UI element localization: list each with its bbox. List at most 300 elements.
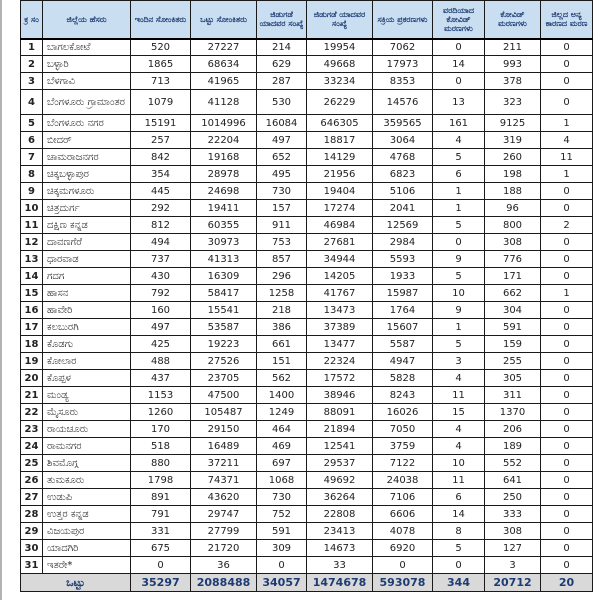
row-today-deaths: 14 [433, 506, 485, 523]
row-today-deaths: 4 [433, 438, 485, 455]
row-today-deaths: 0 [433, 234, 485, 251]
row-today-positive: 354 [131, 166, 191, 183]
row-active-cases: 15987 [373, 285, 433, 302]
row-today-discharged: 629 [257, 56, 307, 73]
row-other-cause-deaths: 0 [541, 506, 593, 523]
row-serial-number: 20 [21, 370, 43, 387]
total-total-positive: 2088488 [191, 574, 257, 592]
table-body [21, 39, 593, 574]
row-total-deaths: 260 [485, 149, 541, 166]
table-row [21, 166, 593, 183]
row-total-deaths: 333 [485, 506, 541, 523]
row-other-cause-deaths: 0 [541, 523, 593, 540]
row-serial-number: 21 [21, 387, 43, 404]
row-serial-number: 9 [21, 183, 43, 200]
row-total-deaths: 311 [485, 387, 541, 404]
table-row [21, 115, 593, 132]
row-serial-number: 7 [21, 149, 43, 166]
row-today-deaths: 3 [433, 353, 485, 370]
row-today-positive: 488 [131, 353, 191, 370]
row-other-cause-deaths: 11 [541, 149, 593, 166]
row-today-deaths: 4 [433, 421, 485, 438]
row-district-name: ಬೀದರ್ [43, 132, 131, 149]
row-today-positive: 880 [131, 455, 191, 472]
total-row [21, 574, 593, 592]
row-total-deaths: 591 [485, 319, 541, 336]
row-today-positive: 170 [131, 421, 191, 438]
total-today-positive: 35297 [131, 574, 191, 592]
row-serial-number: 12 [21, 234, 43, 251]
row-today-discharged: 697 [257, 455, 307, 472]
table-row [21, 73, 593, 90]
header-district-name: ಜಿಲ್ಲೆಯ ಹೆಸರು [43, 1, 131, 39]
row-total-positive: 36 [191, 557, 257, 574]
row-serial-number: 28 [21, 506, 43, 523]
row-district-name: ರಾಯಚೂರು [43, 421, 131, 438]
row-serial-number: 22 [21, 404, 43, 421]
row-other-cause-deaths: 0 [541, 268, 593, 285]
row-serial-number: 11 [21, 217, 43, 234]
row-active-cases: 7106 [373, 489, 433, 506]
row-today-discharged: 214 [257, 39, 307, 56]
row-district-name: ಚಿತ್ರದುರ್ಗ [43, 200, 131, 217]
row-total-discharged: 17572 [307, 370, 373, 387]
row-active-cases: 6606 [373, 506, 433, 523]
row-active-cases: 8353 [373, 73, 433, 90]
row-district-name: ತುಮಕೂರು [43, 472, 131, 489]
row-today-deaths: 0 [433, 73, 485, 90]
row-today-positive: 497 [131, 319, 191, 336]
row-other-cause-deaths: 0 [541, 302, 593, 319]
row-today-discharged: 287 [257, 73, 307, 90]
table-row [21, 387, 593, 404]
row-total-discharged: 33 [307, 557, 373, 574]
row-today-deaths: 15 [433, 404, 485, 421]
table-row [21, 217, 593, 234]
row-today-deaths: 6 [433, 489, 485, 506]
row-total-discharged: 23413 [307, 523, 373, 540]
row-total-positive: 41965 [191, 73, 257, 90]
row-total-deaths: 304 [485, 302, 541, 319]
row-today-deaths: 11 [433, 472, 485, 489]
row-active-cases: 15607 [373, 319, 433, 336]
row-today-deaths: 10 [433, 285, 485, 302]
row-active-cases: 7050 [373, 421, 433, 438]
table-row [21, 268, 593, 285]
table-header [21, 1, 593, 39]
row-today-discharged: 157 [257, 200, 307, 217]
row-total-discharged: 13477 [307, 336, 373, 353]
table-footer [21, 574, 593, 592]
row-active-cases: 12569 [373, 217, 433, 234]
row-total-positive: 41128 [191, 90, 257, 115]
row-today-discharged: 753 [257, 234, 307, 251]
row-total-deaths: 552 [485, 455, 541, 472]
row-today-deaths: 161 [433, 115, 485, 132]
row-total-deaths: 662 [485, 285, 541, 302]
row-today-discharged: 591 [257, 523, 307, 540]
row-total-deaths: 255 [485, 353, 541, 370]
row-today-deaths: 9 [433, 251, 485, 268]
row-today-deaths: 0 [433, 39, 485, 56]
row-today-discharged: 469 [257, 438, 307, 455]
row-today-positive: 494 [131, 234, 191, 251]
row-other-cause-deaths: 0 [541, 183, 593, 200]
header-other-cause-deaths: ಜಿಲ್ಲದ ಅನ್ಯ ಕಾರಣದ ಮರಣ [541, 1, 593, 39]
row-today-deaths: 4 [433, 370, 485, 387]
row-serial-number: 18 [21, 336, 43, 353]
row-total-deaths: 305 [485, 370, 541, 387]
row-active-cases: 7122 [373, 455, 433, 472]
row-total-deaths: 800 [485, 217, 541, 234]
row-serial-number: 10 [21, 200, 43, 217]
row-total-positive: 19223 [191, 336, 257, 353]
row-today-positive: 518 [131, 438, 191, 455]
row-district-name: ಉತ್ತರ ಕನ್ನಡ [43, 506, 131, 523]
header-today-positive: ಇಂದಿನ ಸೋಂಕಿತರು [131, 1, 191, 39]
row-today-deaths: 10 [433, 455, 485, 472]
row-total-discharged: 34944 [307, 251, 373, 268]
table-row [21, 506, 593, 523]
row-active-cases: 5106 [373, 183, 433, 200]
row-total-positive: 29747 [191, 506, 257, 523]
row-today-discharged: 464 [257, 421, 307, 438]
row-active-cases: 14576 [373, 90, 433, 115]
row-other-cause-deaths: 0 [541, 319, 593, 336]
row-total-discharged: 26229 [307, 90, 373, 115]
row-other-cause-deaths: 0 [541, 73, 593, 90]
table-row [21, 319, 593, 336]
row-serial-number: 26 [21, 472, 43, 489]
row-serial-number: 1 [21, 39, 43, 56]
row-total-positive: 19168 [191, 149, 257, 166]
row-active-cases: 5828 [373, 370, 433, 387]
row-other-cause-deaths: 1 [541, 115, 593, 132]
row-district-name: ಬಾಗಲಕೋಟೆ [43, 39, 131, 56]
row-total-discharged: 17274 [307, 200, 373, 217]
row-today-discharged: 661 [257, 336, 307, 353]
table-row [21, 404, 593, 421]
row-today-discharged: 0 [257, 557, 307, 574]
row-serial-number: 29 [21, 523, 43, 540]
row-total-deaths: 250 [485, 489, 541, 506]
row-total-deaths: 206 [485, 421, 541, 438]
table-row [21, 39, 593, 56]
row-today-positive: 520 [131, 39, 191, 56]
row-total-positive: 74371 [191, 472, 257, 489]
row-district-name: ಗದಗ [43, 268, 131, 285]
row-today-positive: 1079 [131, 90, 191, 115]
row-today-deaths: 11 [433, 387, 485, 404]
row-total-positive: 27799 [191, 523, 257, 540]
row-today-discharged: 730 [257, 183, 307, 200]
row-today-positive: 792 [131, 285, 191, 302]
row-today-deaths: 0 [433, 557, 485, 574]
header-today-deaths: ವರದಿಯಾದ ಕೋವಿಡ್ ಮರಣಗಳು [433, 1, 485, 39]
row-total-deaths: 308 [485, 523, 541, 540]
row-serial-number: 30 [21, 540, 43, 557]
row-today-discharged: 730 [257, 489, 307, 506]
row-total-discharged: 37389 [307, 319, 373, 336]
row-serial-number: 23 [21, 421, 43, 438]
row-total-positive: 16309 [191, 268, 257, 285]
row-district-name: ಚಾಮರಾಜನಗರ [43, 149, 131, 166]
row-today-positive: 891 [131, 489, 191, 506]
row-today-discharged: 911 [257, 217, 307, 234]
row-other-cause-deaths: 0 [541, 234, 593, 251]
row-total-deaths: 9125 [485, 115, 541, 132]
table-row [21, 234, 593, 251]
row-today-positive: 257 [131, 132, 191, 149]
row-district-name: ಬೆಂಗಳೂರು ನಗರ [43, 115, 131, 132]
row-total-positive: 53587 [191, 319, 257, 336]
row-today-positive: 737 [131, 251, 191, 268]
row-today-discharged: 1400 [257, 387, 307, 404]
row-today-positive: 437 [131, 370, 191, 387]
row-total-positive: 24698 [191, 183, 257, 200]
row-today-positive: 1260 [131, 404, 191, 421]
row-today-discharged: 151 [257, 353, 307, 370]
row-today-deaths: 1 [433, 183, 485, 200]
row-active-cases: 8243 [373, 387, 433, 404]
row-today-positive: 425 [131, 336, 191, 353]
row-total-deaths: 993 [485, 56, 541, 73]
row-today-positive: 842 [131, 149, 191, 166]
row-total-positive: 30973 [191, 234, 257, 251]
row-total-discharged: 19404 [307, 183, 373, 200]
row-total-discharged: 36264 [307, 489, 373, 506]
row-serial-number: 27 [21, 489, 43, 506]
row-district-name: ಚಿಕ್ಕಬಳ್ಳಾಪುರ [43, 166, 131, 183]
row-total-deaths: 308 [485, 234, 541, 251]
row-today-deaths: 5 [433, 217, 485, 234]
row-today-discharged: 530 [257, 90, 307, 115]
table-row [21, 421, 593, 438]
row-other-cause-deaths: 0 [541, 489, 593, 506]
row-total-positive: 21720 [191, 540, 257, 557]
table-row [21, 56, 593, 73]
row-total-discharged: 88091 [307, 404, 373, 421]
row-total-discharged: 646305 [307, 115, 373, 132]
row-active-cases: 2041 [373, 200, 433, 217]
row-active-cases: 4947 [373, 353, 433, 370]
row-total-discharged: 12541 [307, 438, 373, 455]
row-total-discharged: 14673 [307, 540, 373, 557]
row-total-discharged: 27681 [307, 234, 373, 251]
total-total-discharged: 1474678 [307, 574, 373, 592]
row-today-positive: 713 [131, 73, 191, 90]
row-district-name: ಬಳ್ಳಾರಿ [43, 56, 131, 73]
row-today-discharged: 1258 [257, 285, 307, 302]
row-today-deaths: 5 [433, 268, 485, 285]
row-today-deaths: 5 [433, 149, 485, 166]
row-active-cases: 4768 [373, 149, 433, 166]
total-total-deaths: 20712 [485, 574, 541, 592]
row-today-deaths: 5 [433, 336, 485, 353]
row-serial-number: 19 [21, 353, 43, 370]
table-row [21, 489, 593, 506]
row-serial-number: 15 [21, 285, 43, 302]
row-district-name: ಮಂಡ್ಯ [43, 387, 131, 404]
row-total-positive: 68634 [191, 56, 257, 73]
row-serial-number: 16 [21, 302, 43, 319]
row-total-deaths: 159 [485, 336, 541, 353]
row-total-positive: 37211 [191, 455, 257, 472]
row-today-deaths: 13 [433, 90, 485, 115]
header-today-discharged: ಜಿಡುಗಡೆ ಯಾದವರ ಸಂಖ್ಯೆ [257, 1, 307, 39]
row-district-name: ಉಡುಪಿ [43, 489, 131, 506]
table-row [21, 455, 593, 472]
total-active-cases: 593078 [373, 574, 433, 592]
row-total-discharged: 21894 [307, 421, 373, 438]
row-district-name: ಹಾಸನ [43, 285, 131, 302]
left-page-edge [0, 0, 2, 600]
total-other-cause-deaths: 20 [541, 574, 593, 592]
row-total-discharged: 33234 [307, 73, 373, 90]
row-today-deaths: 5 [433, 540, 485, 557]
row-total-discharged: 13473 [307, 302, 373, 319]
row-total-discharged: 14129 [307, 149, 373, 166]
row-total-positive: 60355 [191, 217, 257, 234]
row-today-positive: 331 [131, 523, 191, 540]
row-today-positive: 1798 [131, 472, 191, 489]
row-active-cases: 2984 [373, 234, 433, 251]
row-serial-number: 14 [21, 268, 43, 285]
row-total-discharged: 18817 [307, 132, 373, 149]
table-row [21, 336, 593, 353]
row-serial-number: 25 [21, 455, 43, 472]
table-row [21, 285, 593, 302]
row-total-discharged: 22808 [307, 506, 373, 523]
row-today-positive: 445 [131, 183, 191, 200]
row-today-positive: 160 [131, 302, 191, 319]
table-row [21, 302, 593, 319]
header-total-positive: ಒಟ್ಟು ಸೋಂಕಿತರು [191, 1, 257, 39]
row-active-cases: 17973 [373, 56, 433, 73]
row-total-positive: 22204 [191, 132, 257, 149]
row-active-cases: 7062 [373, 39, 433, 56]
row-district-name: ಇತರೇ* [43, 557, 131, 574]
row-today-deaths: 6 [433, 166, 485, 183]
row-total-deaths: 211 [485, 39, 541, 56]
table-row [21, 90, 593, 115]
row-district-name: ಕೊಡಗು [43, 336, 131, 353]
row-today-discharged: 562 [257, 370, 307, 387]
row-today-deaths: 4 [433, 132, 485, 149]
row-district-name: ಬೆಳಗಾವಿ [43, 73, 131, 90]
row-serial-number: 5 [21, 115, 43, 132]
row-active-cases: 5593 [373, 251, 433, 268]
row-district-name: ಕಲಬುರಗಿ [43, 319, 131, 336]
row-district-name: ಯಾದಗಿರಿ [43, 540, 131, 557]
row-total-deaths: 1370 [485, 404, 541, 421]
row-today-deaths: 8 [433, 523, 485, 540]
row-total-positive: 58417 [191, 285, 257, 302]
row-today-discharged: 497 [257, 132, 307, 149]
row-total-discharged: 46984 [307, 217, 373, 234]
row-total-discharged: 29537 [307, 455, 373, 472]
row-total-discharged: 14205 [307, 268, 373, 285]
table-row [21, 523, 593, 540]
row-today-discharged: 1068 [257, 472, 307, 489]
row-other-cause-deaths: 0 [541, 557, 593, 574]
row-total-deaths: 641 [485, 472, 541, 489]
table-row [21, 557, 593, 574]
total-label: ಒಟ್ಟು [21, 574, 131, 592]
table-row [21, 438, 593, 455]
row-total-positive: 29150 [191, 421, 257, 438]
row-other-cause-deaths: 0 [541, 39, 593, 56]
row-total-positive: 105487 [191, 404, 257, 421]
row-serial-number: 3 [21, 73, 43, 90]
row-active-cases: 1764 [373, 302, 433, 319]
row-today-discharged: 386 [257, 319, 307, 336]
row-total-deaths: 3 [485, 557, 541, 574]
row-other-cause-deaths: 0 [541, 251, 593, 268]
row-active-cases: 6823 [373, 166, 433, 183]
row-today-discharged: 296 [257, 268, 307, 285]
row-total-positive: 28978 [191, 166, 257, 183]
header-total-discharged: ಜಿಡುಗಡೆ ಯಾದವರ ಸಂಖ್ಯೆ [307, 1, 373, 39]
row-district-name: ಹಾವೇರಿ [43, 302, 131, 319]
row-district-name: ಮೈಸೂರು [43, 404, 131, 421]
row-district-name: ಶಿವಮೊಗ್ಗ [43, 455, 131, 472]
row-other-cause-deaths: 0 [541, 56, 593, 73]
row-other-cause-deaths: 0 [541, 472, 593, 489]
total-today-deaths: 344 [433, 574, 485, 592]
row-active-cases: 3064 [373, 132, 433, 149]
table-row [21, 472, 593, 489]
row-active-cases: 1933 [373, 268, 433, 285]
total-today-discharged: 34057 [257, 574, 307, 592]
table-row [21, 200, 593, 217]
row-total-positive: 1014996 [191, 115, 257, 132]
row-total-deaths: 188 [485, 183, 541, 200]
row-today-discharged: 1249 [257, 404, 307, 421]
table-row [21, 251, 593, 268]
table-row [21, 183, 593, 200]
row-serial-number: 24 [21, 438, 43, 455]
row-serial-number: 2 [21, 56, 43, 73]
row-today-discharged: 857 [257, 251, 307, 268]
row-other-cause-deaths: 4 [541, 132, 593, 149]
row-district-name: ಕೋಲಾರ [43, 353, 131, 370]
row-today-deaths: 14 [433, 56, 485, 73]
row-district-name: ಚಿಕ್ಕಮಗಳೂರು [43, 183, 131, 200]
row-other-cause-deaths: 0 [541, 200, 593, 217]
row-active-cases: 24038 [373, 472, 433, 489]
row-today-discharged: 16084 [257, 115, 307, 132]
row-other-cause-deaths: 0 [541, 353, 593, 370]
row-today-deaths: 1 [433, 200, 485, 217]
row-today-discharged: 752 [257, 506, 307, 523]
row-total-deaths: 96 [485, 200, 541, 217]
row-district-name: ವಿಜಯಪುರ [43, 523, 131, 540]
header-active-cases: ಸಕ್ರಿಯ ಪ್ರಕರಣಗಳು [373, 1, 433, 39]
row-other-cause-deaths: 0 [541, 336, 593, 353]
row-active-cases: 5587 [373, 336, 433, 353]
row-district-name: ದಾವಣಗೆರೆ [43, 234, 131, 251]
row-active-cases: 6920 [373, 540, 433, 557]
row-serial-number: 17 [21, 319, 43, 336]
row-today-discharged: 309 [257, 540, 307, 557]
row-total-deaths: 323 [485, 90, 541, 115]
row-today-positive: 1865 [131, 56, 191, 73]
row-total-discharged: 22324 [307, 353, 373, 370]
table-row [21, 353, 593, 370]
row-district-name: ಬೆಂಗಳೂರು ಗ್ರಾಮಾಂತರ [43, 90, 131, 115]
row-other-cause-deaths: 1 [541, 166, 593, 183]
